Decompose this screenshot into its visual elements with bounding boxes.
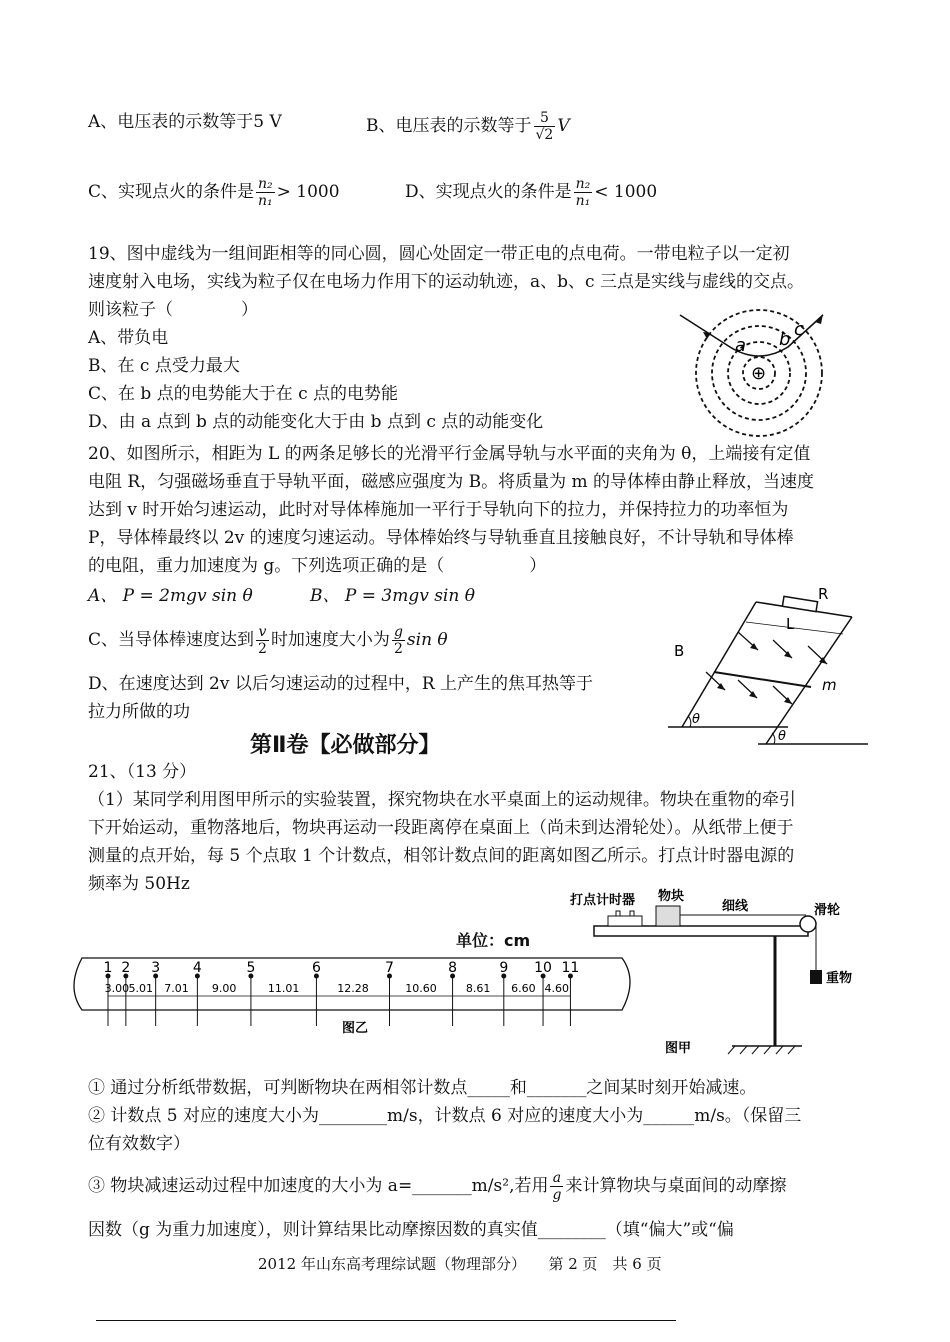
timer-label: 打点计时器 bbox=[570, 893, 636, 908]
tape-unit-label: 单位：cm bbox=[456, 931, 531, 950]
q20-stem-line3: 达到 v 时开始匀速运动，此时对导体棒施加一平行于导轨向下的拉力，并保持拉力的功率恒为 bbox=[88, 500, 789, 520]
q20-stem-line4: P，导体棒最终以 2v 的速度匀速运动。导体棒始终与导轨垂直且接触良好，不计导轨和导体棒 bbox=[88, 528, 794, 548]
weight-label: 重物 bbox=[826, 971, 853, 986]
block-label: 物块 bbox=[658, 889, 685, 904]
fig-a-caption: 图甲 bbox=[665, 1041, 692, 1056]
spacing-label: L bbox=[786, 615, 795, 633]
q20-stem-line1: 20、如图所示，相距为 L 的两条足够长的光滑平行金属导轨与水平面的夹角为 θ，上端接有定值 bbox=[88, 444, 811, 464]
q19-option-a: A、带负电 bbox=[88, 328, 169, 348]
q21-para-line1: （1）某同学利用图甲所示的实验装置，探究物块在水平桌面上的运动规律。物块在重物的牵引 bbox=[88, 790, 796, 810]
q20-option-d-line1: D、在速度达到 2v 以后匀速运动的过程中，R 上产生的焦耳热等于 bbox=[88, 674, 594, 694]
point-b-label: b bbox=[779, 329, 791, 350]
tape-distance-label: 3.00 bbox=[104, 982, 130, 995]
positive-charge-icon: ⊕ bbox=[751, 363, 767, 384]
pulley-label: 滑轮 bbox=[814, 903, 841, 918]
tape-point-label: 7 bbox=[385, 960, 394, 976]
q20-option-d-line2: 拉力所做的功 bbox=[88, 702, 190, 722]
q18-option-b: B、电压表的示数等于 $\frac{5}{√2}$ V bbox=[366, 110, 570, 143]
tape-distance-label: 12.28 bbox=[337, 982, 369, 995]
q21-sub2-line1: ② 计数点 5 对应的速度大小为________m/s，计数点 6 对应的速度大小为______m/s。（保留三 bbox=[88, 1106, 802, 1126]
q18-option-a: A、电压表的示数等于5 V bbox=[88, 112, 282, 132]
fig-b-caption: 图乙 bbox=[342, 1021, 369, 1036]
tape-point-label: 5 bbox=[246, 960, 256, 976]
tape-point-label: 6 bbox=[311, 960, 321, 976]
tape-point-label: 1 bbox=[103, 960, 113, 976]
q21-para-line4: 频率为 50Hz bbox=[88, 874, 190, 894]
tape-point-label: 11 bbox=[561, 960, 580, 976]
q20-option-b: B、 P = 3mgv sin θ bbox=[310, 586, 475, 606]
resistor-label: R bbox=[818, 585, 829, 603]
tape-point-label: 2 bbox=[121, 960, 131, 976]
q21-para-line2: 下开始运动，重物落地后，物块再运动一段距离停在桌面上（尚未到达滑轮处）。从纸带上便于 bbox=[88, 818, 794, 838]
tape-distance-label: 6.60 bbox=[511, 982, 536, 995]
tape-point-label: 4 bbox=[192, 960, 202, 976]
tape-distance-label: 7.01 bbox=[164, 982, 189, 995]
point-a-label: a bbox=[735, 335, 747, 356]
q21-para-line3: 测量的点开始，每 5 个点取 1 个计数点，相邻计数点间的距离如图乙所示。打点计时器电源的 bbox=[88, 846, 795, 866]
q20-option-c: C、当导体棒速度达到 $\frac{v}{2}$ 时加速度大小为 $\frac{g}{2}$ sin θ bbox=[88, 624, 448, 657]
q19-option-c: C、在 b 点的电势能大于在 c 点的电势能 bbox=[88, 384, 399, 404]
q20-stem-line2: 电阻 R，匀强磁场垂直于导轨平面，磁感应强度为 B。将质量为 m 的导体棒由静止释放，当速度 bbox=[88, 472, 815, 492]
q21-heading: 21、（13 分） bbox=[88, 762, 197, 782]
angle-label-1: θ bbox=[692, 712, 700, 727]
tape-distance-label: 4.60 bbox=[544, 982, 569, 995]
angle-label-2: θ bbox=[778, 729, 786, 744]
tape-point-label: 8 bbox=[448, 960, 458, 976]
q21-sub2-line2: 位有效数字） bbox=[88, 1134, 190, 1154]
thread-label: 细线 bbox=[722, 899, 749, 914]
mass-label: m bbox=[822, 676, 837, 694]
tape-distance-label: 5.01 bbox=[128, 982, 154, 995]
footer-rule bbox=[96, 1320, 676, 1321]
q19-option-d: D、由 a 点到 b 点的动能变化大于由 b 点到 c 点的动能变化 bbox=[88, 412, 544, 432]
q21-sub3: ③ 物块减速运动过程中加速度的大小为 a=_______m/s²,若用 $\frac{a}{g}$ 来计算物块与桌面间的动摩擦 bbox=[88, 1170, 787, 1203]
q19-stem-line3: 则该粒子（ ） bbox=[88, 300, 258, 320]
q20-option-a: A、 P = 2mgv sin θ bbox=[88, 586, 253, 606]
q19-stem-line2: 速度射入电场，实线为粒子仅在电场力作用下的运动轨迹，a、b、c 三点是实线与虚线的交点。 bbox=[88, 272, 804, 292]
q21-sub4: 因数（g 为重力加速度），则计算结果比动摩擦因数的真实值________（填“偏大”或“偏 bbox=[88, 1220, 734, 1240]
tape-distance-label: 9.00 bbox=[211, 982, 237, 995]
field-label: B bbox=[674, 642, 685, 660]
tape-point-label: 10 bbox=[534, 960, 552, 976]
q19-stem-line1: 19、图中虚线为一组间距相等的同心圆，圆心处固定一带正电的点电荷。一带电粒子以一定初 bbox=[88, 244, 790, 264]
q18-option-c: C、实现点火的条件是 $\frac{\text{n₂}}{\text{n₁}}$ > 1000 bbox=[88, 176, 340, 209]
tape-point-label: 3 bbox=[151, 960, 161, 976]
point-c-label: c bbox=[794, 319, 804, 340]
q19-option-b: B、在 c 点受力最大 bbox=[88, 356, 240, 376]
q18-option-d: D、实现点火的条件是 $\frac{\text{n₂}}{\text{n₁}}$ < 1000 bbox=[405, 176, 658, 209]
section-title: 第Ⅱ卷【必做部分】 bbox=[250, 733, 441, 758]
tape-distance-label: 10.60 bbox=[405, 982, 437, 995]
q20-stem-line5: 的电阻，重力加速度为 g。下列选项正确的是（ ） bbox=[88, 556, 547, 576]
tape-point-label: 9 bbox=[499, 960, 509, 976]
tape-distance-label: 11.01 bbox=[267, 982, 300, 995]
q19-field-figure bbox=[675, 305, 845, 440]
tape-distance-label: 8.61 bbox=[465, 982, 491, 995]
q21-sub1: ① 通过分析纸带数据，可判断物块在两相邻计数点_____和_______之间某时刻开始减速。 bbox=[88, 1078, 757, 1098]
page-footer: 2012 年山东高考理综试题（物理部分） 第 2 页 共 6 页 bbox=[258, 1255, 662, 1273]
paper-tape-figure bbox=[70, 950, 640, 1040]
q20-rail-figure bbox=[668, 582, 868, 750]
